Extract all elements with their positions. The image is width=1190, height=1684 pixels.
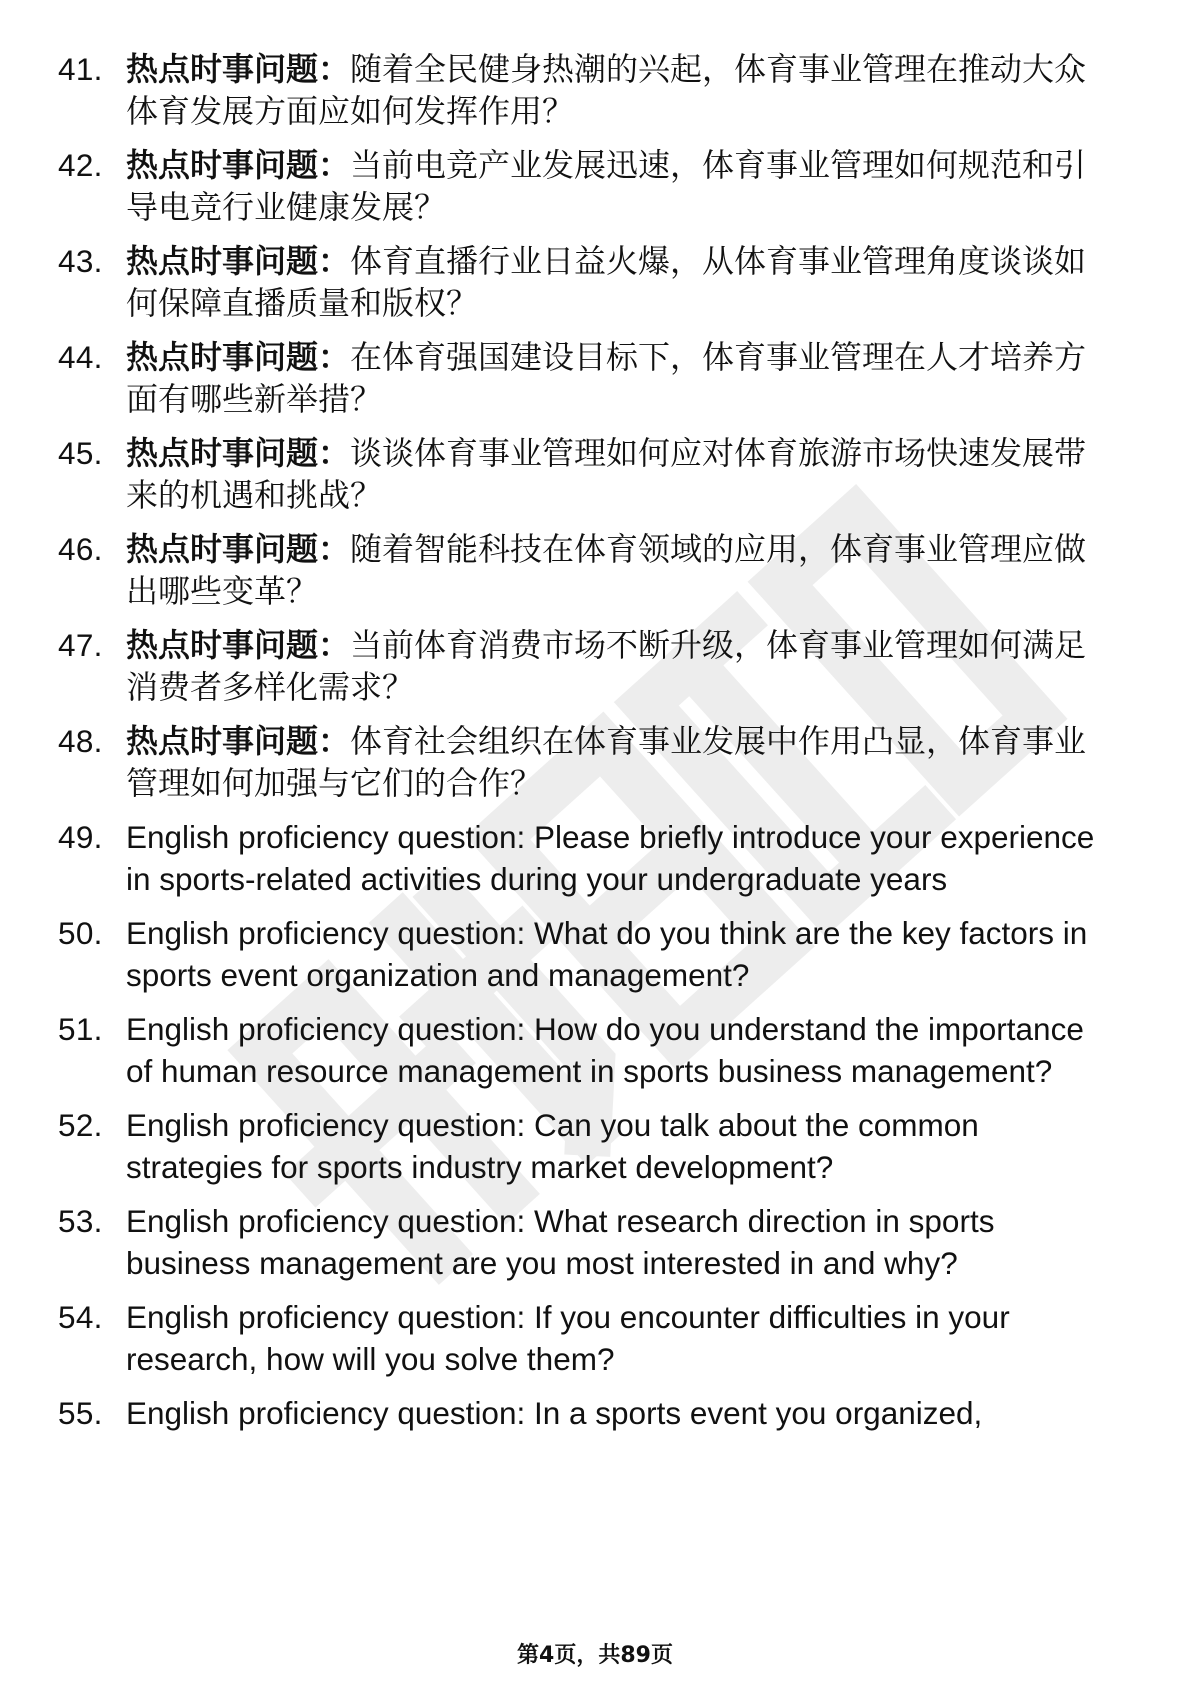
question-text: 当前体育消费市场不断升级，体育事业管理如何满足消费者多样化需求？ [126, 626, 1087, 706]
question-category: 热点时事问题： [126, 50, 351, 88]
question-text: 体育直播行业日益火爆，从体育事业管理角度谈谈如何保障直播质量和版权？ [126, 242, 1087, 322]
question-text: What do you think are the key factors in sports event organization and management? [126, 915, 1088, 993]
question-body [126, 1104, 1118, 1188]
page-footer: 第4页，共89页 [517, 1643, 673, 1668]
question-body [126, 144, 1118, 228]
question-category: 热点时事问题： [126, 242, 351, 280]
question-number: 46. [58, 531, 103, 567]
question-text: 随着全民健身热潮的兴起，体育事业管理在推动大众体育发展方面应如何发挥作用？ [126, 50, 1087, 130]
question-item [58, 624, 1118, 708]
question-body [126, 1392, 1118, 1434]
question-category: 热点时事问题： [126, 530, 351, 568]
question-body [126, 432, 1118, 516]
question-category: English proficiency question: [126, 1299, 526, 1335]
question-text: 当前电竞产业发展迅速，体育事业管理如何规范和引导电竞行业健康发展？ [126, 146, 1087, 226]
question-category: 热点时事问题： [126, 338, 351, 376]
question-body [126, 912, 1118, 996]
question-number: 43. [58, 243, 103, 279]
question-item [58, 720, 1118, 804]
question-item [58, 432, 1118, 516]
question-category: English proficiency question: [126, 1203, 526, 1239]
question-text: 体育社会组织在体育事业发展中作用凸显，体育事业管理如何加强与它们的合作？ [126, 722, 1087, 802]
question-text: Can you talk about the common strategies for sports industry market development? [126, 1107, 979, 1185]
question-number: 44. [58, 339, 103, 375]
question-item [58, 336, 1118, 420]
question-text: 谈谈体育事业管理如何应对体育旅游市场快速发展带来的机遇和挑战？ [126, 434, 1087, 514]
question-item [58, 1104, 1118, 1188]
question-number: 50. [58, 915, 103, 951]
question-item [58, 816, 1118, 900]
question-category: English proficiency question: [126, 915, 526, 951]
question-text: In a sports event you organized, [534, 1395, 983, 1431]
question-body [126, 336, 1118, 420]
question-number: 54. [58, 1299, 103, 1335]
question-category: 热点时事问题： [126, 626, 351, 664]
question-body [126, 720, 1118, 804]
question-category: 热点时事问题： [126, 146, 351, 184]
question-category: 热点时事问题： [126, 722, 351, 760]
question-text: If you encounter difficulties in your research, how will you solve them? [126, 1299, 1010, 1377]
question-body [126, 528, 1118, 612]
question-item [58, 144, 1118, 228]
question-body [126, 624, 1118, 708]
question-category: English proficiency question: [126, 1011, 526, 1047]
question-number: 49. [58, 819, 103, 855]
question-category: English proficiency question: [126, 1107, 526, 1143]
question-number: 55. [58, 1395, 103, 1431]
question-list [58, 48, 1118, 1434]
question-number: 48. [58, 723, 103, 759]
question-number: 51. [58, 1011, 103, 1047]
question-category: English proficiency question: [126, 1395, 526, 1431]
question-text: How do you understand the importance of human resource management in sports business management? [126, 1011, 1084, 1089]
question-text: 在体育强国建设目标下，体育事业管理在人才培养方面有哪些新举措？ [126, 338, 1087, 418]
question-item [58, 1392, 1118, 1434]
question-item [58, 1008, 1118, 1092]
question-number: 47. [58, 627, 103, 663]
question-item [58, 1200, 1118, 1284]
question-body [126, 1296, 1118, 1380]
question-body [126, 48, 1118, 132]
question-category: English proficiency question: [126, 819, 526, 855]
question-number: 42. [58, 147, 103, 183]
question-category: 热点时事问题： [126, 434, 351, 472]
question-body [126, 240, 1118, 324]
question-body [126, 1008, 1118, 1092]
question-number: 45. [58, 435, 103, 471]
question-body [126, 1200, 1118, 1284]
question-item [58, 1296, 1118, 1380]
question-text: Please briefly introduce your experience in sports-related activities during your undergraduate years [126, 819, 1095, 897]
question-item [58, 912, 1118, 996]
question-text: What research direction in sports business management are you most interested in and why? [126, 1203, 995, 1281]
question-text: 随着智能科技在体育领域的应用，体育事业管理应做出哪些变革？ [126, 530, 1087, 610]
question-item [58, 528, 1118, 612]
question-item [58, 240, 1118, 324]
question-number: 53. [58, 1203, 103, 1239]
question-item [58, 48, 1118, 132]
question-number: 52. [58, 1107, 103, 1143]
question-body [126, 816, 1118, 900]
question-number: 41. [58, 51, 103, 87]
